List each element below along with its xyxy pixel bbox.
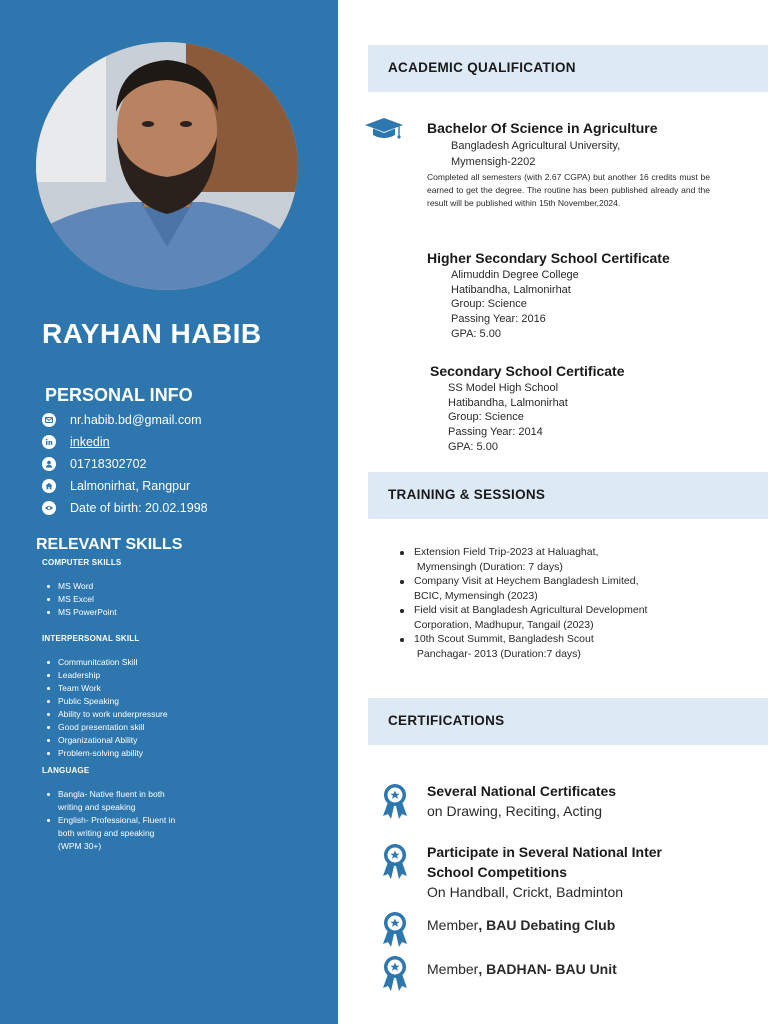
home-icon xyxy=(42,479,56,493)
linkedin-link[interactable]: inkedin xyxy=(70,435,110,449)
cert-4-prefix: Member xyxy=(427,961,479,977)
sidebar xyxy=(0,0,338,1024)
cert-2-title-line1: Participate in Several National Inter xyxy=(427,844,662,860)
phone-text: 01718302702 xyxy=(70,457,147,471)
list-item: English- Professional, Fluent in both writing and speaking (WPM 30+) xyxy=(44,814,175,853)
ssc-line: GPA: 5.00 xyxy=(448,441,498,453)
personal-info-heading: PERSONAL INFO xyxy=(45,385,193,405)
interpersonal-heading: INTERPERSONAL SKILL xyxy=(42,634,140,643)
email-icon xyxy=(42,413,56,427)
list-item: Public Speaking xyxy=(44,695,168,708)
cert-4 xyxy=(427,961,617,977)
cert-3-title: , BAU Debating Club xyxy=(478,917,616,933)
cert-2-detail: On Handball, Crickt, Badminton xyxy=(427,884,624,900)
address-row xyxy=(42,476,190,496)
award-ribbon-icon xyxy=(380,782,410,820)
ssc-line: Passing Year: 2014 xyxy=(448,426,543,438)
certifications-heading: CERTIFICATIONS xyxy=(388,713,505,728)
bsc-degree: Bachelor Of Science in Agriculture xyxy=(427,120,658,136)
interpersonal-list xyxy=(44,656,168,760)
training-band xyxy=(368,472,768,519)
list-item: Field visit at Bangladesh Agricultural Development Corporation, Madhupur, Tangail (2023) xyxy=(400,603,647,632)
list-item: 10th Scout Summit, Bangladesh Scout Panchagar- 2013 (Duration:7 days) xyxy=(400,632,647,661)
cert-1-title: Several National Certificates xyxy=(427,783,617,799)
bsc-note: Completed all semesters (with 2.67 CGPA) but another 16 credits must be earned to get the degree. The routine has been published already and the result will be published within 15th November,2024. xyxy=(427,172,710,209)
ssc-line: Hatibandha, Lalmonirhat xyxy=(448,397,568,409)
hsc-degree: Higher Secondary School Certificate xyxy=(427,250,670,266)
award-ribbon-icon xyxy=(380,954,410,992)
list-item: MS PowerPoint xyxy=(44,606,117,619)
profile-photo xyxy=(36,42,298,290)
dob-row xyxy=(42,498,208,518)
certifications-band xyxy=(368,698,768,745)
list-item: Communitcation Skill xyxy=(44,656,168,669)
cert-4-title: , BADHAN- BAU Unit xyxy=(478,961,617,977)
list-item: Bangla- Native fluent in both writing and speaking xyxy=(44,788,175,814)
skills-heading: RELEVANT SKILLS xyxy=(36,536,183,553)
list-item: Extension Field Trip-2023 at Haluaghat, Mymensingh (Duration: 7 days) xyxy=(400,545,647,574)
bsc-line: Mymensigh-2202 xyxy=(451,156,536,168)
list-item: Good presentation skill xyxy=(44,721,168,734)
computer-skills-heading: COMPUTER SKILLS xyxy=(42,558,122,567)
award-ribbon-icon xyxy=(380,910,410,948)
ssc-line: SS Model High School xyxy=(448,382,559,394)
hsc-line: Group: Science xyxy=(451,298,527,310)
list-item: Leadership xyxy=(44,669,168,682)
email-text: nr.habib.bd@gmail.com xyxy=(70,413,202,427)
hsc-line: Passing Year: 2016 xyxy=(451,313,546,325)
list-item: Organizational Ability xyxy=(44,734,168,747)
hsc-line: Alimuddin Degree College xyxy=(451,269,579,281)
training-heading: TRAINING & SESSIONS xyxy=(388,487,546,502)
dob-text: Date of birth: 20.02.1998 xyxy=(70,501,208,515)
cert-3-prefix: Member xyxy=(427,917,479,933)
cert-1-detail: on Drawing, Reciting, Acting xyxy=(427,803,603,819)
hsc-line: Hatibandha, Lalmonirhat xyxy=(451,284,571,296)
cert-3 xyxy=(427,917,615,933)
bsc-line: Bangladesh Agricultural University, xyxy=(451,140,621,152)
list-item: Ability to work underpressure xyxy=(44,708,168,721)
training-list xyxy=(400,545,647,661)
cert-2-title-line2: School Competitions xyxy=(427,864,567,880)
language-list xyxy=(44,788,175,853)
email-row xyxy=(42,410,202,430)
academic-band xyxy=(368,45,768,92)
computer-skills-list xyxy=(44,580,117,619)
list-item: Team Work xyxy=(44,682,168,695)
ssc-line: Group: Science xyxy=(448,411,524,423)
phone-row xyxy=(42,454,146,474)
language-heading: LANGUAGE xyxy=(42,766,90,775)
eye-icon xyxy=(42,501,56,515)
linkedin-icon xyxy=(42,435,56,449)
linkedin-row xyxy=(42,432,110,452)
full-name: RAYHAN HABIB xyxy=(42,318,262,349)
address-text: Lalmonirhat, Rangpur xyxy=(70,479,191,493)
award-ribbon-icon xyxy=(380,842,410,880)
person-icon xyxy=(42,457,56,471)
list-item: MS Word xyxy=(44,580,117,593)
hsc-line: GPA: 5.00 xyxy=(451,328,501,340)
list-item: MS Excel xyxy=(44,593,117,606)
ssc-degree: Secondary School Certificate xyxy=(430,363,625,379)
list-item: Problem-solving ability xyxy=(44,747,168,760)
academic-heading: ACADEMIC QUALIFICATION xyxy=(388,60,576,75)
graduation-cap-icon xyxy=(364,116,404,144)
list-item: Company Visit at Heychem Bangladesh Limited, BCIC, Mymensingh (2023) xyxy=(400,574,647,603)
